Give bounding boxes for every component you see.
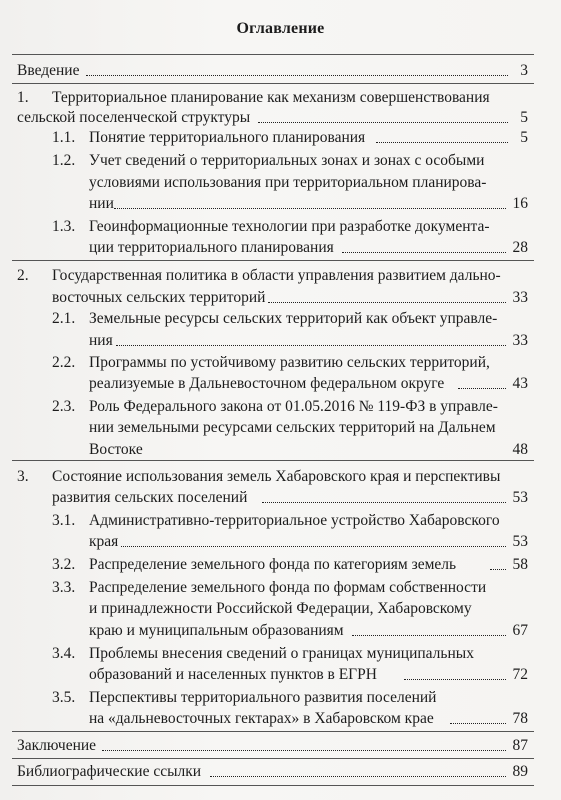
toc-entry-label: краю и муниципальным образованиям: [89, 622, 344, 639]
section-number: 3.2.: [52, 556, 76, 573]
toc-entry-label: на «дальневосточных гектарах» в Хабаровском крае: [89, 710, 434, 727]
toc-entry-label: восточных сельских территорий: [52, 289, 266, 306]
page-title: Оглавление: [236, 20, 325, 37]
separator: [12, 758, 534, 759]
toc-entry-label: Программы по устойчивому развитию сельских территорий,: [89, 354, 490, 371]
dot-leader: [490, 569, 506, 570]
section-number: 3.3.: [52, 579, 76, 596]
section-number: 3.1.: [52, 512, 76, 529]
toc-entry-label: нии: [89, 195, 114, 212]
dot-leader: [258, 122, 508, 123]
dot-leader: [458, 388, 506, 389]
page-number: 48: [512, 441, 528, 458]
section-number: 1.: [17, 89, 29, 106]
dot-leader: [342, 252, 506, 253]
toc-entry-label: Государственная политика в области управления развитием дально-: [52, 267, 501, 284]
toc-entry-label: Библиографические ссылки: [17, 763, 202, 780]
toc-entry-label: Учет сведений о территориальных зонах и зонах с особыми: [89, 152, 485, 169]
toc-entry-label: Роль Федерального закона от 01.05.2016 № 119-ФЗ в управле-: [89, 398, 498, 415]
toc-entry-label: ции территориального планирования: [89, 239, 334, 256]
toc-entry-label: сельской поселенческой структуры: [17, 109, 251, 126]
page-number: 53: [512, 489, 528, 506]
toc-entry-label: Понятие территориального планирования: [89, 129, 366, 146]
toc-entry-label: Распределение земельного фонда по формам собственности: [89, 579, 487, 596]
section-number: 3.4.: [52, 645, 76, 662]
page-number: 67: [512, 622, 528, 639]
section-number: 1.2.: [52, 152, 76, 169]
dot-leader: [86, 75, 508, 76]
toc-entry-label: условиями использования при территориальном планирова-: [89, 174, 487, 191]
page-number: 16: [512, 195, 528, 212]
dot-leader: [376, 142, 508, 143]
page-number: 5: [520, 109, 528, 126]
dot-leader: [116, 345, 506, 346]
toc-entry-label: Административно-территориальное устройство Хабаровского: [89, 512, 500, 529]
dot-leader: [268, 302, 506, 303]
toc-entry-label: края: [89, 533, 119, 550]
toc-entry-label: Территориальное планирование как механизм совершенствования: [52, 89, 490, 106]
dot-leader: [121, 546, 506, 547]
page-number: 43: [512, 375, 528, 392]
page-number: 87: [512, 737, 528, 754]
toc-entry-label: Введение: [17, 62, 80, 79]
separator-bottom: [12, 785, 534, 786]
toc-entry-label: и принадлежности Российской Федерации, Хабаровскому: [89, 600, 472, 617]
separator: [12, 460, 534, 461]
section-number: 1.1.: [52, 129, 76, 146]
dot-leader: [352, 635, 506, 636]
section-number: 2.: [17, 267, 29, 284]
toc-entry-label: ния: [89, 332, 113, 349]
page-number: 33: [512, 332, 528, 349]
page-number: 58: [512, 556, 528, 573]
page-number: 28: [512, 239, 528, 256]
toc-entry-label: реализуемые в Дальневосточном федеральном округе: [89, 375, 445, 392]
section-number: 2.3.: [52, 398, 76, 415]
section-number: 2.1.: [52, 310, 76, 327]
section-number: 3.5.: [52, 689, 76, 706]
toc-entry-label: Заключение: [17, 737, 97, 754]
section-number: 2.2.: [52, 354, 76, 371]
section-number: 3.: [17, 468, 29, 485]
dot-leader: [262, 502, 506, 503]
page-number: 78: [512, 710, 528, 727]
toc-entry-label: развития сельских поселений: [52, 489, 248, 506]
page-number: 72: [512, 666, 528, 683]
toc-entry-label: Перспективы территориального развития поселений: [89, 689, 437, 706]
separator: [12, 731, 534, 732]
dot-leader: [114, 208, 506, 209]
toc-entry-label: нии земельными ресурсами сельских территорий на Дальнем: [89, 419, 496, 436]
page-number: 5: [520, 129, 528, 146]
dot-leader: [210, 776, 506, 777]
toc-entry-label: Геоинформационные технологии при разработке документа-: [89, 218, 490, 235]
page-number: 89: [512, 763, 528, 780]
dot-leader: [450, 723, 506, 724]
toc-entry-label: Востоке: [89, 441, 143, 458]
toc-entry-label: Проблемы внесения сведений о границах муниципальных: [89, 645, 474, 662]
dot-leader: [102, 750, 506, 751]
page-number: 53: [512, 533, 528, 550]
toc-entry-label: Состояние использования земель Хабаровского края и перспективы: [52, 468, 501, 485]
page-number: 3: [520, 62, 528, 79]
toc-entry-label: Распределение земельного фонда по категориям земель: [89, 556, 457, 573]
section-number: 1.3.: [52, 218, 76, 235]
separator-top: [12, 54, 534, 55]
separator: [12, 83, 534, 84]
toc-entry-label: Земельные ресурсы сельских территорий как объект управле-: [89, 310, 498, 327]
separator: [12, 260, 534, 261]
toc-entry-label: образований и населенных пунктов в ЕГРН: [89, 666, 377, 683]
dot-leader: [404, 679, 506, 680]
page-number: 33: [512, 289, 528, 306]
